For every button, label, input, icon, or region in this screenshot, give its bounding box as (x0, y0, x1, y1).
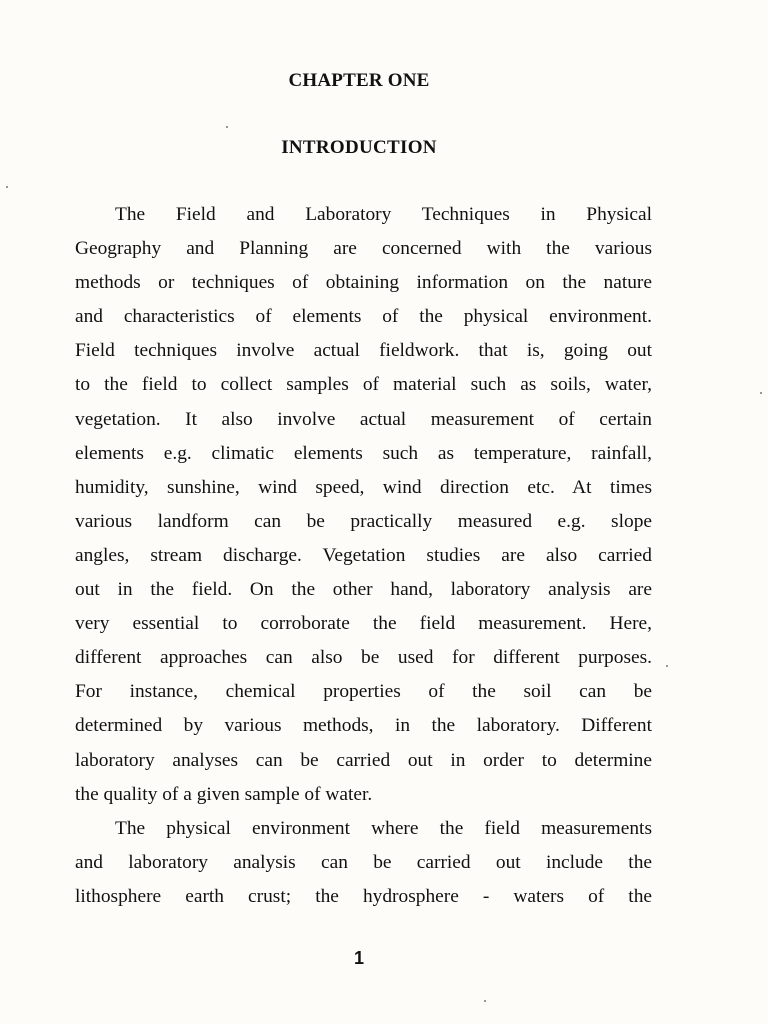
scan-speck (760, 392, 762, 394)
text-line: methods or techniques of obtaining information on the nature (75, 272, 652, 294)
scan-speck (484, 1000, 486, 1002)
text-line: angles, stream discharge. Vegetation studies are also carried (75, 544, 652, 566)
chapter-title: CHAPTER ONE (288, 70, 430, 91)
text-line: The physical environment where the field measurements (115, 817, 652, 839)
text-line: Field techniques involve actual fieldwork. that is, going out (75, 340, 652, 362)
text-line: the quality of a given sample of water. (75, 783, 373, 805)
text-line: and laboratory analysis can be carried out include the (75, 851, 652, 873)
text-line: The Field and Laboratory Techniques in Physical (115, 204, 652, 225)
text-line: very essential to corroborate the field measurement. Here, (75, 613, 652, 635)
text-line: different approaches can also be used for different purposes. (75, 647, 652, 669)
text-line: various landform can be practically measured e.g. slope (75, 510, 652, 532)
body-text (75, 198, 652, 914)
text-line: Geography and Planning are concerned with the various (75, 238, 652, 260)
text-line: elements e.g. climatic elements such as temperature, rainfall, (75, 442, 652, 464)
text-line: out in the field. On the other hand, laboratory analysis are (75, 579, 652, 601)
scan-speck (226, 126, 228, 128)
text-line: vegetation. It also involve actual measurement of certain (75, 408, 652, 430)
paragraph (75, 198, 652, 812)
text-line: to the field to collect samples of material such as soils, water, (75, 374, 652, 396)
scan-speck (666, 665, 668, 667)
text-line: humidity, sunshine, wind speed, wind direction etc. At times (75, 476, 652, 498)
text-line: lithosphere earth crust; the hydrosphere - waters of the (75, 885, 652, 907)
page-number: 1 (353, 948, 364, 968)
scan-speck (6, 186, 8, 188)
text-line: and characteristics of elements of the physical environment. (75, 306, 652, 328)
paragraph (75, 812, 652, 914)
section-title: INTRODUCTION (281, 137, 437, 158)
text-line: determined by various methods, in the laboratory. Different (75, 715, 652, 737)
text-line: laboratory analyses can be carried out in order to determine (75, 749, 652, 771)
text-line: For instance, chemical properties of the soil can be (75, 681, 652, 703)
